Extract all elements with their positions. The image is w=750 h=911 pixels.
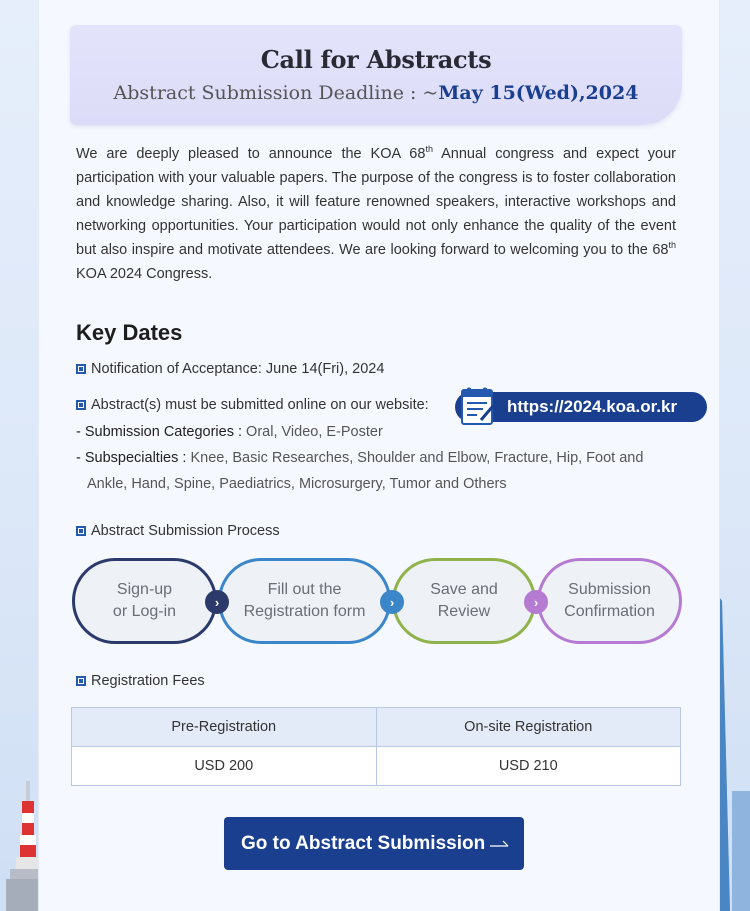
deadline-date: May 15(Wed),2024	[438, 82, 639, 104]
cta-label: Go to Abstract Submission	[241, 832, 486, 854]
categories-value: Oral, Video, E-Poster	[246, 424, 383, 440]
content-card	[38, 0, 720, 911]
step-label: or Log-in	[112, 603, 177, 620]
intro-paragraph	[76, 142, 676, 286]
chevron-right-icon: ›	[380, 590, 404, 614]
table-header: Pre-Registration	[72, 708, 377, 747]
intro-sup-2: th	[668, 240, 676, 251]
submission-categories	[76, 419, 383, 445]
fees-heading	[76, 673, 205, 689]
subspecialties-continued	[87, 471, 507, 497]
subspecialties-label: - Subspecialties :	[76, 450, 191, 466]
step-label: Registration form	[243, 603, 366, 620]
process-title: Abstract Submission Process	[91, 523, 280, 539]
deadline-text	[70, 82, 682, 104]
deadline-label: Abstract Submission Deadline : ~	[113, 82, 439, 104]
step-confirmation	[537, 558, 682, 644]
page-title: Call for Abstracts	[260, 45, 492, 74]
step-registration-form	[218, 558, 391, 644]
step-save-review	[392, 558, 536, 644]
step-label: Submission	[568, 581, 651, 598]
submit-online-item	[76, 397, 429, 413]
key-dates-heading: Key Dates	[76, 320, 183, 345]
table-cell: USD 200	[72, 747, 377, 786]
step-label: Review	[437, 603, 491, 620]
call-for-abstracts-banner	[70, 25, 682, 125]
submit-online-text: Abstract(s) must be submitted online on our website:	[91, 397, 429, 413]
intro-text-3: KOA 2024 Congress.	[76, 266, 213, 282]
step-label: Confirmation	[564, 603, 655, 620]
bullet-icon	[76, 364, 86, 374]
arrow-right-icon	[490, 838, 510, 848]
fees-title: Registration Fees	[91, 673, 205, 689]
intro-text-2: Annual congress and expect your participation with your valuable papers. The purpose of the congress is to foster collaboration and knowledge sharing. Also, it will feature renowned speakers, interactive workshops and networking opportunities. Your participation would not only enhance the quality of the event but also inspire and motivate attendees. We are looking forward to welcoming you to the 68	[76, 146, 677, 258]
intro-text-1: We are deeply pleased to announce the KOA 68	[76, 146, 426, 162]
form-document-icon	[459, 386, 497, 426]
go-to-abstract-submission-button[interactable]	[224, 817, 524, 870]
step-signup	[72, 558, 217, 644]
subspecialties-value: Knee, Basic Researches, Shoulder and Elbow, Fracture, Hip, Foot and	[190, 450, 644, 466]
table-cell: USD 210	[376, 747, 681, 786]
step-label: Sign-up	[116, 581, 173, 598]
chevron-right-icon: ›	[205, 590, 229, 614]
process-heading	[76, 523, 280, 539]
step-label: Save and	[430, 581, 498, 598]
submission-process-flow	[72, 558, 682, 644]
notification-item	[76, 361, 384, 377]
table-header: On-site Registration	[376, 708, 681, 747]
bullet-icon	[76, 676, 86, 686]
bullet-icon	[76, 400, 86, 410]
subspecialties-value-cont: Ankle, Hand, Spine, Paediatrics, Microsurgery, Tumor and Others	[87, 476, 507, 492]
table-row	[72, 747, 681, 786]
bullet-icon	[76, 526, 86, 536]
table-header-row	[72, 708, 681, 747]
registration-fees-table	[71, 707, 681, 786]
intro-sup-1: th	[425, 144, 433, 155]
subspecialties	[76, 445, 643, 471]
notification-text: Notification of Acceptance: June 14(Fri), 2024	[91, 361, 385, 377]
step-label: Fill out the	[267, 581, 342, 598]
categories-label: - Submission Categories :	[76, 424, 247, 440]
chevron-right-icon: ›	[524, 590, 548, 614]
website-url: https://2024.koa.or.kr	[507, 397, 678, 416]
